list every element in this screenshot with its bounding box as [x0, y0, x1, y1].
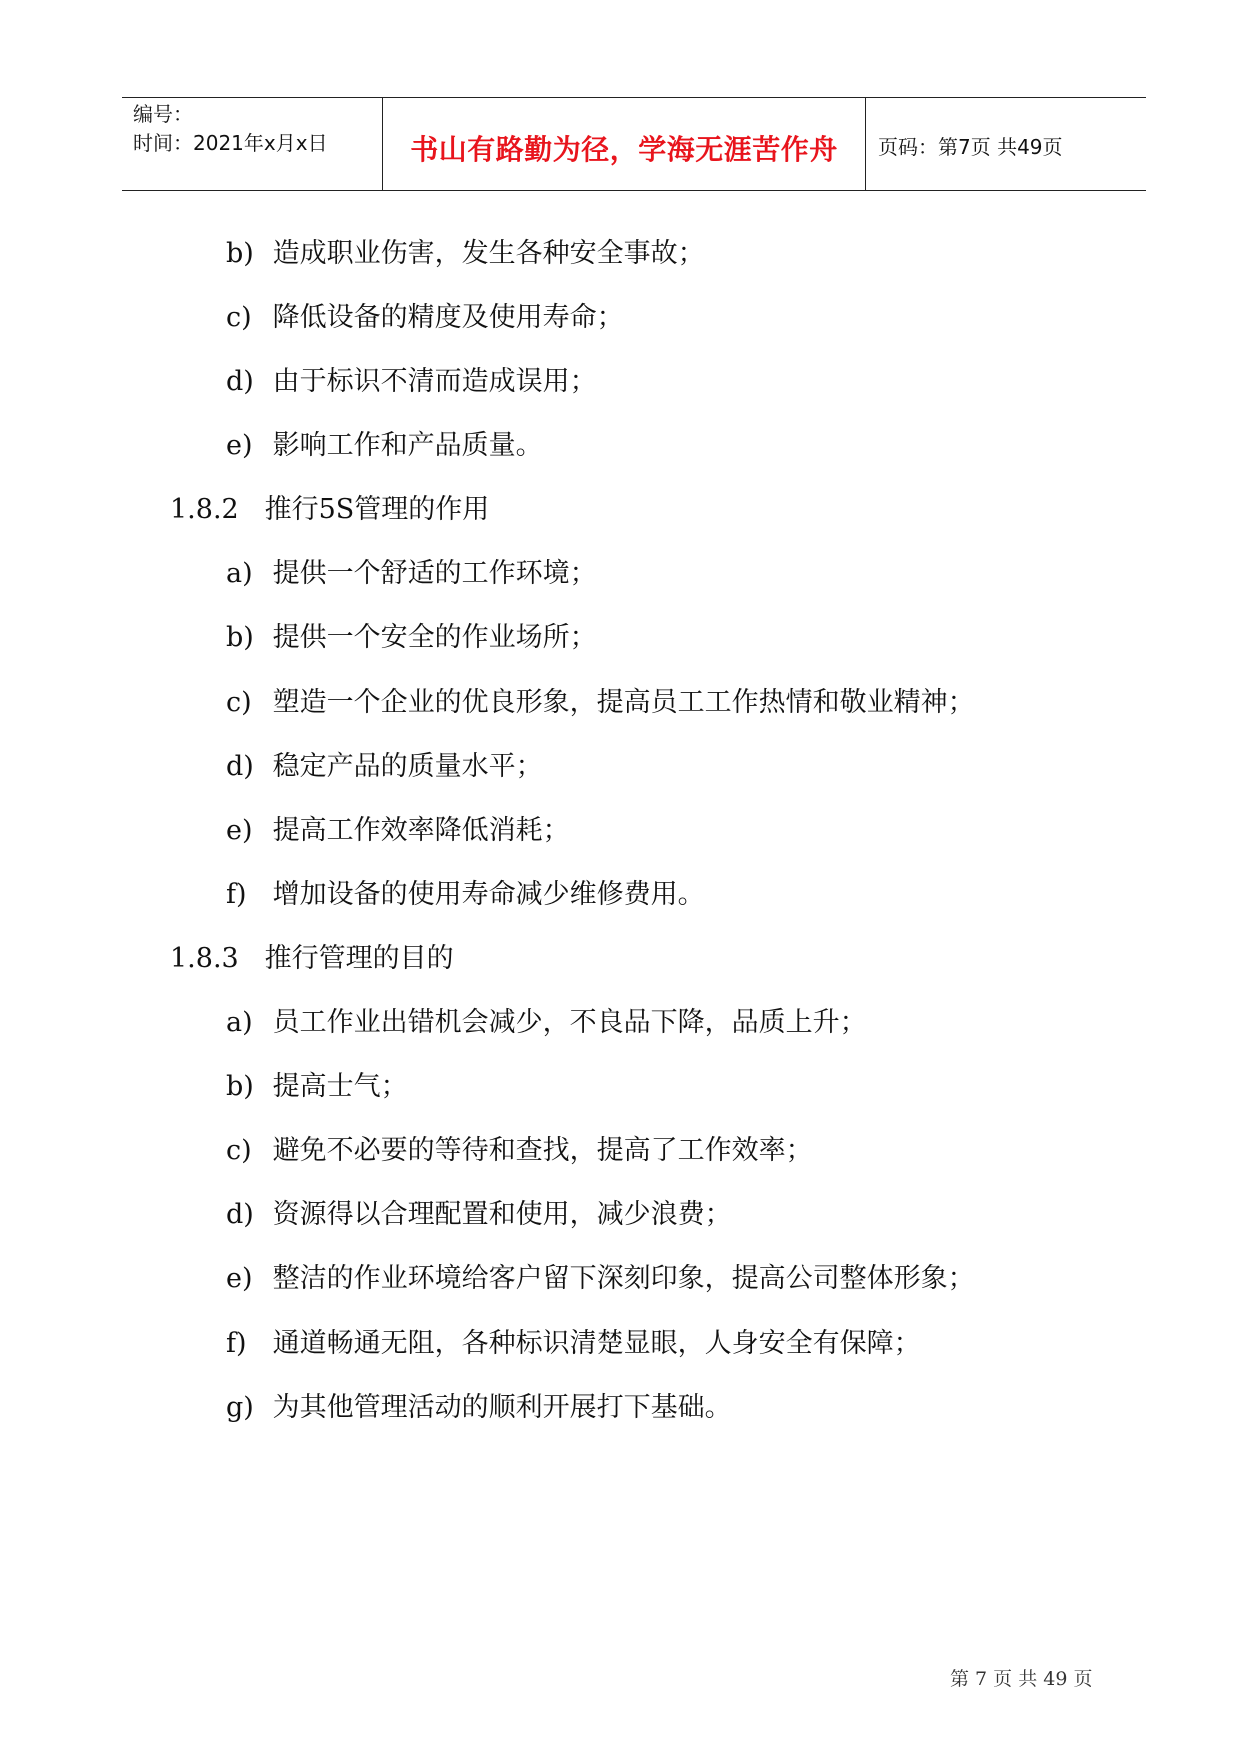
list-item-text: 资源得以合理配置和使用，减少浪费； — [272, 1199, 732, 1230]
list-item — [226, 1390, 732, 1426]
list-item-label: b) — [226, 1071, 254, 1102]
list-item-label: c) — [226, 687, 252, 718]
list-item — [226, 364, 597, 400]
list-item — [226, 556, 597, 592]
header-bottom-rule — [122, 190, 1146, 191]
list-item — [226, 1005, 867, 1041]
list-item — [226, 685, 975, 721]
header-divider-right — [865, 97, 866, 190]
list-item-text: 塑造一个企业的优良形象，提高员工工作热情和敬业精神； — [272, 687, 975, 718]
list-item-text: 降低设备的精度及使用寿命； — [272, 302, 624, 333]
list-item — [226, 813, 570, 849]
header-number-label: 编号： — [133, 102, 193, 126]
list-item — [226, 749, 543, 785]
list-item-label: f) — [226, 879, 247, 910]
section-number: 1.8.3 — [170, 943, 239, 974]
list-item-label: e) — [226, 815, 253, 846]
list-item-text: 增加设备的使用寿命减少维修费用。 — [272, 879, 705, 910]
list-item-text: 整洁的作业环境给客户留下深刻印象，提高公司整体形象； — [272, 1263, 975, 1294]
header-top-rule — [122, 97, 1146, 98]
section-heading-1-8-2 — [170, 492, 489, 528]
list-item-text: 提高工作效率降低消耗； — [272, 815, 570, 846]
list-item-label: e) — [226, 1263, 253, 1294]
header-time-label: 时间：2021年x月x日 — [133, 131, 328, 155]
list-item-label: c) — [226, 1135, 252, 1166]
list-item-text: 稳定产品的质量水平； — [272, 751, 543, 782]
section-title: 推行5S管理的作用 — [264, 494, 490, 525]
list-item-label: g) — [226, 1392, 254, 1423]
list-item — [226, 620, 597, 656]
header-motto: 书山有路勤为径，学海无涯苦作舟 — [410, 133, 838, 166]
list-item-label: b) — [226, 238, 254, 269]
list-item-text: 提高士气； — [272, 1071, 408, 1102]
section-heading-1-8-3 — [170, 941, 454, 977]
list-item-label: f) — [226, 1328, 247, 1359]
list-item-text: 避免不必要的等待和查找，提高了工作效率； — [272, 1135, 813, 1166]
list-item-label: d) — [226, 751, 254, 782]
list-item-label: a) — [226, 1007, 253, 1038]
list-item-text: 提供一个安全的作业场所； — [272, 622, 597, 653]
section-number: 1.8.2 — [170, 494, 239, 525]
list-item-label: a) — [226, 558, 253, 589]
header-page-info: 页码：第7页 共49页 — [878, 135, 1063, 159]
list-item — [226, 300, 624, 336]
list-item — [226, 1326, 921, 1362]
list-item-text: 员工作业出错机会减少，不良品下降，品质上升； — [272, 1007, 867, 1038]
list-item-text: 造成职业伤害，发生各种安全事故； — [272, 238, 705, 269]
list-item — [226, 428, 543, 464]
list-item — [226, 1133, 813, 1169]
list-item-label: e) — [226, 430, 253, 461]
page-footer: 第 7 页 共 49 页 — [950, 1668, 1093, 1690]
list-item-text: 为其他管理活动的顺利开展打下基础。 — [272, 1392, 732, 1423]
list-item — [226, 236, 705, 272]
list-item-label: b) — [226, 622, 254, 653]
list-item — [226, 1261, 975, 1297]
list-item-text: 通道畅通无阻，各种标识清楚显眼，人身安全有保障； — [272, 1328, 921, 1359]
list-item-label: d) — [226, 1199, 254, 1230]
list-item-label: d) — [226, 366, 254, 397]
list-item — [226, 877, 705, 913]
list-item — [226, 1069, 408, 1105]
list-item-label: c) — [226, 302, 252, 333]
list-item-text: 影响工作和产品质量。 — [272, 430, 543, 461]
list-item-text: 由于标识不清而造成误用； — [272, 366, 597, 397]
header-meta — [133, 100, 328, 158]
list-item-text: 提供一个舒适的工作环境； — [272, 558, 597, 589]
section-title: 推行管理的目的 — [264, 943, 454, 974]
header-divider-left — [382, 97, 383, 190]
list-item — [226, 1197, 732, 1233]
